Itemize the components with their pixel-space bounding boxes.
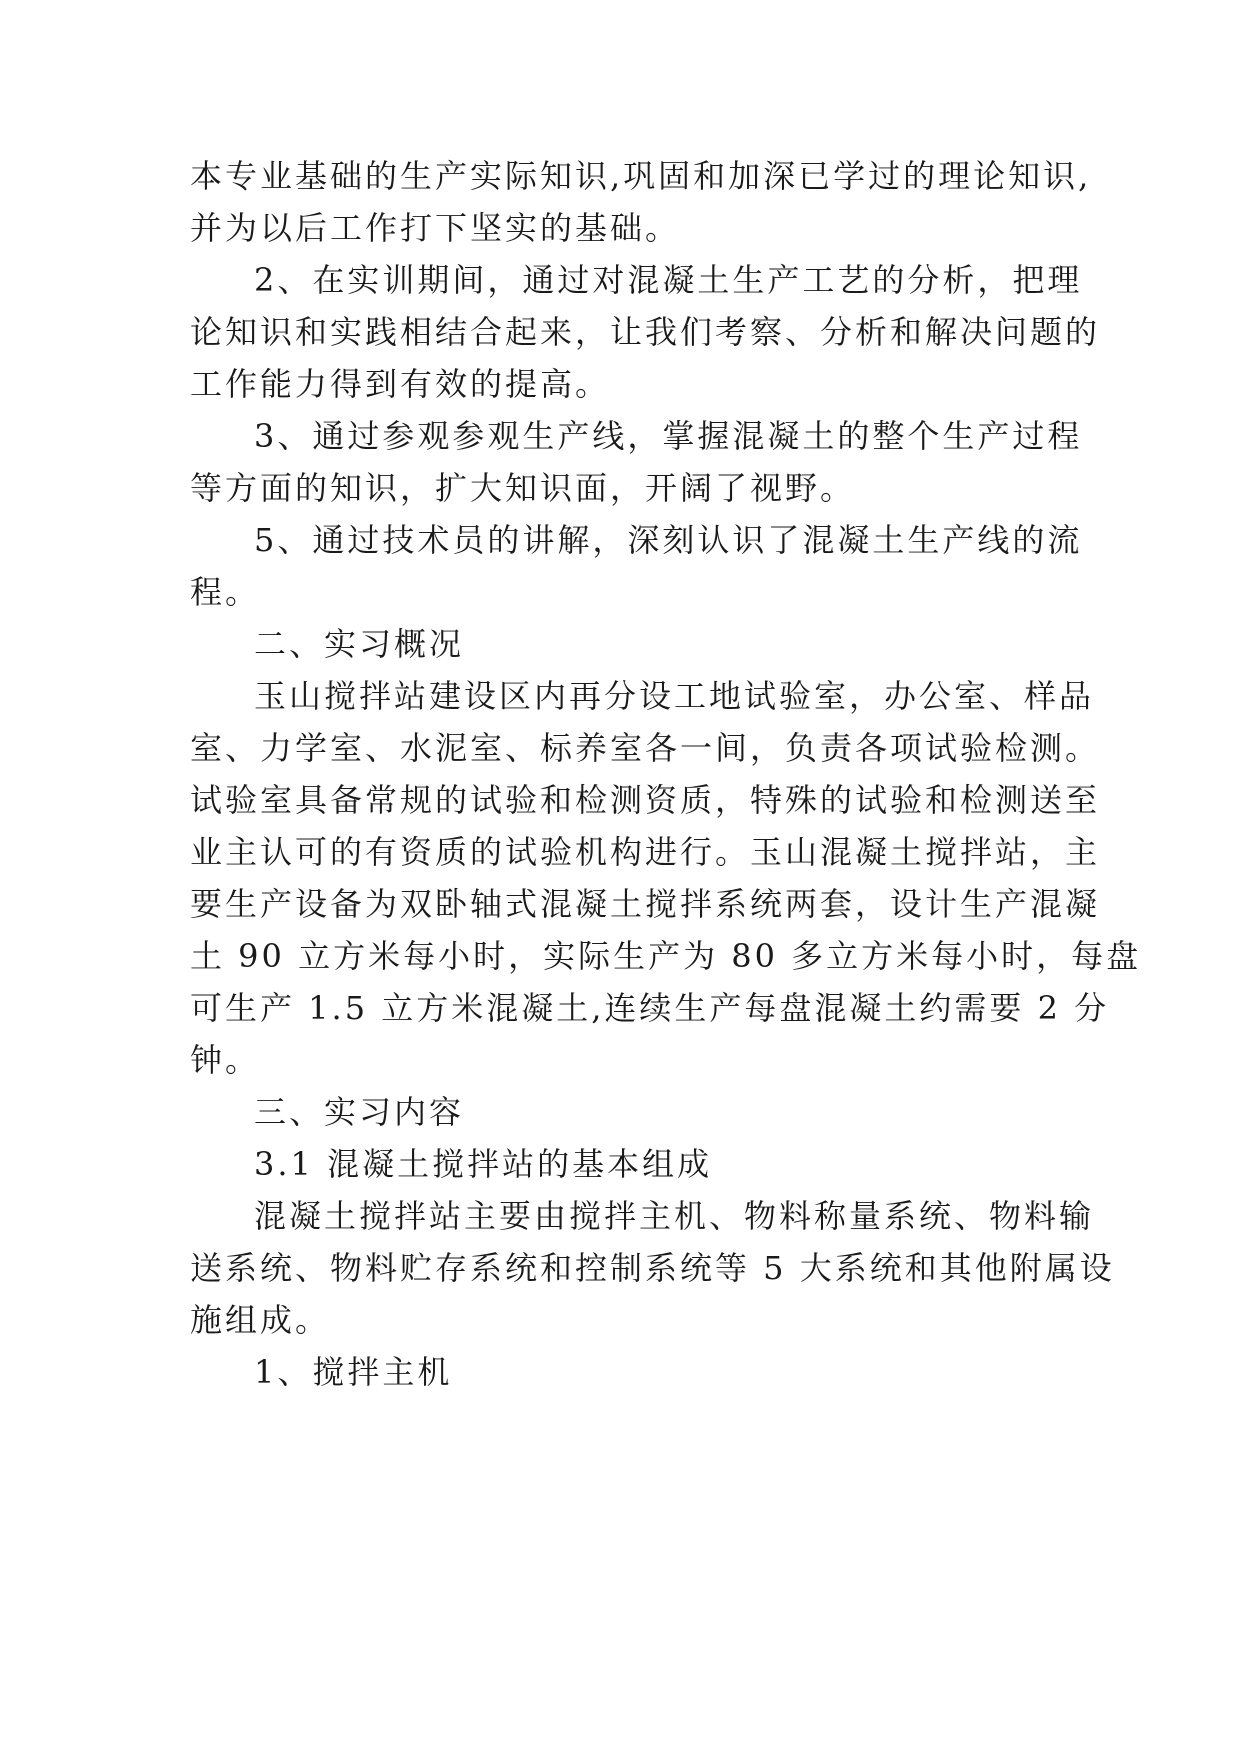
text-line: 施组成。	[190, 1301, 331, 1339]
text-line: 程。	[190, 573, 261, 611]
text-line: 3、通过参观参观生产线，掌握混凝土的整个生产过程	[254, 417, 1083, 455]
text-line: 玉山搅拌站建设区内再分设工地试验室，办公室、样品	[254, 677, 1095, 715]
text-line: 并为以后工作打下坚实的基础。	[190, 209, 681, 247]
subsection-heading: 3.1 混凝土搅拌站的基本组成	[254, 1145, 713, 1183]
text-line: 业主认可的有资质的试验机构进行。玉山混凝土搅拌站，主	[190, 833, 1101, 871]
list-heading: 1、搅拌主机	[254, 1353, 453, 1391]
text-line: 工作能力得到有效的提高。	[190, 365, 611, 403]
text-line: 室、力学室、水泥室、标养室各一间，负责各项试验检测。	[190, 729, 1101, 767]
document-body	[190, 150, 1142, 1398]
text-line: 土 90 立方米每小时，实际生产为 80 多立方米每小时，每盘	[190, 937, 1142, 975]
text-line: 论知识和实践相结合起来，让我们考察、分析和解决问题的	[190, 313, 1101, 351]
text-line: 可生产 1.5 立方米混凝土,连续生产每盘混凝土约需要 2 分	[190, 989, 1110, 1027]
text-line: 5、通过技术员的讲解，深刻认识了混凝土生产线的流	[254, 521, 1083, 559]
text-line: 等方面的知识，扩大知识面，开阔了视野。	[190, 469, 856, 507]
text-line: 钟。	[190, 1041, 261, 1079]
text-line: 送系统、物料贮存系统和控制系统等 5 大系统和其他附属设	[190, 1249, 1115, 1287]
text-line: 试验室具备常规的试验和检测资质，特殊的试验和检测送至	[190, 781, 1101, 819]
text-line: 混凝土搅拌站主要由搅拌主机、物料称量系统、物料输	[254, 1197, 1095, 1235]
section-heading: 二、实习概况	[254, 625, 465, 663]
text-line: 要生产设备为双卧轴式混凝土搅拌系统两套，设计生产混凝	[190, 885, 1101, 923]
text-line: 2、在实训期间，通过对混凝土生产工艺的分析，把理	[254, 261, 1083, 299]
section-heading: 三、实习内容	[254, 1093, 465, 1131]
text-line: 本专业基础的生产实际知识,巩固和加深已学过的理论知识,	[190, 157, 1092, 195]
